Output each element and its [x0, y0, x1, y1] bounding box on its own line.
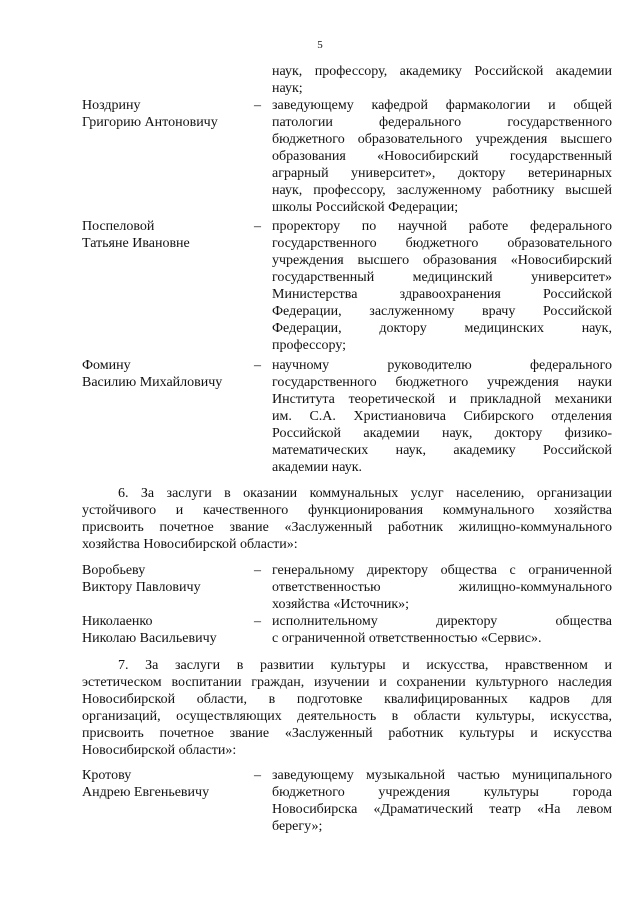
recipient-position: генеральному директору общества с ограниченной ответственностью жилищно-коммунального хозяйства «Источник»;	[272, 563, 612, 612]
recipient-position: проректору по научной работе федерального государственного бюджетного образовательного учреждения высшего образования «Новосибирский государственный медицинский университет» Министерства здравоохранения Российской Федерации, заслуженному врачу Российской Федерации, доктору медицинских наук, профессору;	[272, 219, 612, 353]
top-continuation	[272, 63, 612, 97]
dash-separator: –	[254, 219, 261, 234]
recipient-name: Ноздрину Григорию Антоновичу	[82, 98, 218, 130]
dash-separator: –	[254, 358, 261, 373]
recipient-name: Николаенко Николаю Васильевичу	[82, 614, 217, 646]
recipient-position: заведующему кафедрой фармакологии и общей патологии федерального государственного бюджетного образовательного учреждения высшего образования «Новосибирский государственный аграрный университет», доктору ветеринарных наук, профессору, заслуженному работнику высшей школы Российской Федерации;	[272, 98, 612, 215]
text-line: наук, профессору, академику Российской академии	[272, 64, 612, 79]
paragraph-6: 6. За заслуги в оказании коммунальных услуг населению, организации устойчивого и качественного функционирования коммунального хозяйства присвоить почетное звание «Заслуженный работник жилищно-коммунального хозяйства Новосибирской области»:	[82, 486, 612, 552]
recipient-name: Кротову Андрею Евгеньевичу	[82, 768, 210, 800]
recipient-position: научному руководителю федерального государственного бюджетного учреждения науки Института теоретической и прикладной механики им. С.А. Христиановича Сибирского отделения Российской академии наук, доктору физико- математических наук, академику Российской академии наук.	[272, 358, 612, 475]
recipient-name: Воробьеву Виктору Павловичу	[82, 563, 201, 595]
recipient-name: Поспеловой Татьяне Ивановне	[82, 219, 190, 251]
dash-separator: –	[254, 614, 261, 629]
text-line: наук;	[272, 81, 303, 96]
dash-separator: –	[254, 768, 261, 783]
recipient-position: заведующему музыкальной частью муниципального бюджетного учреждения культуры города Новосибирска «Драматический театр «На левом берегу»;	[272, 768, 612, 834]
page-number: 5	[317, 39, 323, 51]
dash-separator: –	[254, 98, 261, 113]
paragraph-7: 7. За заслуги в развитии культуры и искусства, нравственном и эстетическом воспитании граждан, изучении и сохранении культурного наследия Новосибирской области, в подготовке квалифицированных кадров для организаций, осуществляющих деятельность в области культуры, искусства, присвоить почетное звание «Заслуженный работник культуры и искусства Новосибирской области»:	[82, 658, 612, 758]
recipient-position: исполнительному директору общества с ограниченной ответственностью «Сервис».	[272, 614, 612, 646]
recipient-name: Фомину Василию Михайловичу	[82, 358, 223, 390]
dash-separator: –	[254, 563, 261, 578]
